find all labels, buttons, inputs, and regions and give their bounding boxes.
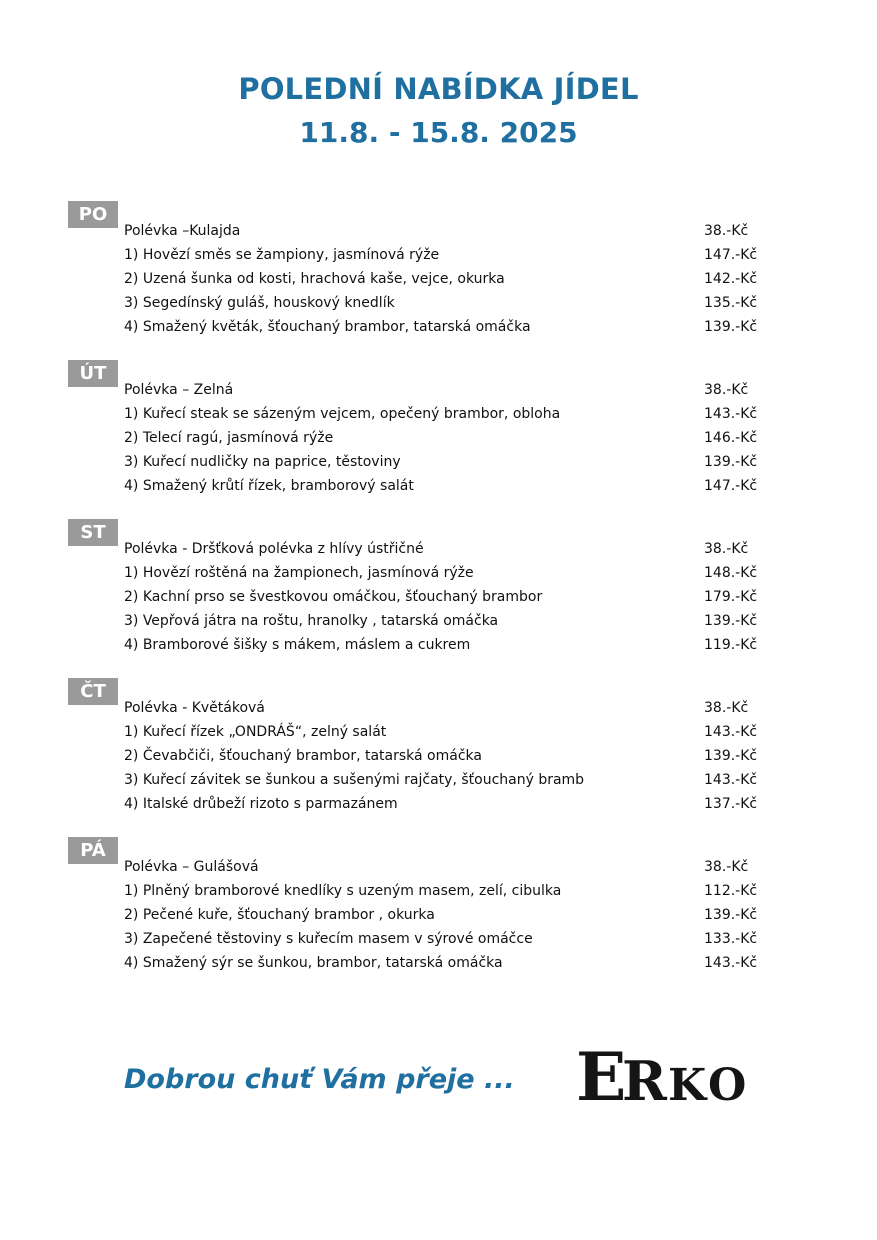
dish-name: 4) Smažený krůtí řízek, bramborový salát [124, 478, 414, 494]
dish-price: 143.-Kč [704, 724, 758, 740]
dish-name: 4) Smažený květák, šťouchaný brambor, tatarská omáčka [124, 319, 531, 335]
dish-name: 2) Telecí ragú, jasmínová rýže [124, 430, 334, 446]
day-badge: PO [68, 201, 118, 228]
dish-price: 148.-Kč [704, 565, 758, 581]
day-badge: ČT [68, 678, 118, 705]
dish-name: 4) Bramborové šišky s mákem, máslem a cukrem [124, 637, 471, 653]
soup-name: Polévka – Gulášová [124, 859, 259, 875]
dish-price: 146.-Kč [704, 430, 758, 446]
dish-name: 1) Kuřecí řízek „ONDRÁŠ“, zelný salát [124, 724, 387, 740]
dish-name: 1) Plněný bramborové knedlíky s uzeným masem, zelí, cibulka [124, 883, 562, 899]
dish-price: 38.-Kč [704, 859, 749, 875]
dish-price: 142.-Kč [704, 271, 758, 287]
dish-price: 139.-Kč [704, 907, 758, 923]
dish-name: 2) Pečené kuře, šťouchaný brambor , okurka [124, 907, 435, 923]
dish-price: 143.-Kč [704, 955, 758, 971]
dish-price: 139.-Kč [704, 319, 758, 335]
date-range: 11.8. - 15.8. 2025 [299, 116, 578, 149]
dish-price: 143.-Kč [704, 406, 758, 422]
erko-logo-svg [576, 1040, 754, 1106]
soup-name: Polévka - Květáková [124, 700, 265, 716]
dish-name: 3) Segedínský guláš, houskový knedlík [124, 295, 395, 311]
dish-price: 135.-Kč [704, 295, 758, 311]
dish-price: 38.-Kč [704, 223, 749, 239]
dish-price: 147.-Kč [704, 247, 758, 263]
logo-letter-e: E [576, 1040, 627, 1106]
logo-letter-r: R [622, 1049, 667, 1106]
dish-price: 119.-Kč [704, 637, 758, 653]
soup-name: Polévka –Kulajda [124, 223, 241, 239]
dish-name: 2) Uzená šunka od kosti, hrachová kaše, vejce, okurka [124, 271, 505, 287]
dish-price: 139.-Kč [704, 748, 758, 764]
dish-name: 3) Vepřová játra na roštu, hranolky , tatarská omáčka [124, 613, 499, 629]
dish-price: 179.-Kč [704, 589, 758, 605]
day-badge: PÁ [68, 837, 118, 864]
day-badge: ST [68, 519, 118, 546]
dish-name: 3) Zapečené těstoviny s kuřecím masem v sýrové omáčce [124, 931, 533, 947]
dish-price: 133.-Kč [704, 931, 758, 947]
footer-greeting: Dobrou chuť Vám přeje ... [124, 1064, 515, 1095]
erko-logo [576, 1040, 754, 1106]
dish-name: 1) Hovězí roštěná na žampionech, jasmínová rýže [124, 565, 474, 581]
dish-name: 4) Italské drůbeží rizoto s parmazánem [124, 796, 398, 812]
dish-price: 143.-Kč [704, 772, 758, 788]
logo-letter-k: K [668, 1060, 707, 1106]
dish-name: 3) Kuřecí závitek se šunkou a sušenými rajčaty, šťouchaný bramb [124, 772, 585, 788]
page-title: POLEDNÍ NABÍDKA JÍDEL [238, 72, 639, 106]
dish-price: 38.-Kč [704, 541, 749, 557]
dish-price: 147.-Kč [704, 478, 758, 494]
dish-name: 1) Hovězí směs se žampiony, jasmínová rýže [124, 247, 440, 263]
dish-price: 38.-Kč [704, 382, 749, 398]
dish-price: 137.-Kč [704, 796, 758, 812]
day-badge: ÚT [68, 360, 118, 387]
soup-name: Polévka – Zelná [124, 382, 234, 398]
dish-price: 139.-Kč [704, 613, 758, 629]
dish-name: 1) Kuřecí steak se sázeným vejcem, opečený brambor, obloha [124, 406, 561, 422]
dish-name: 3) Kuřecí nudličky na paprice, těstoviny [124, 454, 401, 470]
soup-name: Polévka - Dršťková polévka z hlívy ústřičné [124, 541, 424, 557]
logo-letter-o: O [708, 1060, 747, 1106]
dish-name: 4) Smažený sýr se šunkou, brambor, tatarská omáčka [124, 955, 503, 971]
dish-name: 2) Kachní prso se švestkovou omáčkou, šťouchaný brambor [124, 589, 543, 605]
dish-price: 139.-Kč [704, 454, 758, 470]
dish-price: 38.-Kč [704, 700, 749, 716]
dish-name: 2) Čevabčiči, šťouchaný brambor, tatarská omáčka [124, 748, 482, 764]
dish-price: 112.-Kč [704, 883, 758, 899]
